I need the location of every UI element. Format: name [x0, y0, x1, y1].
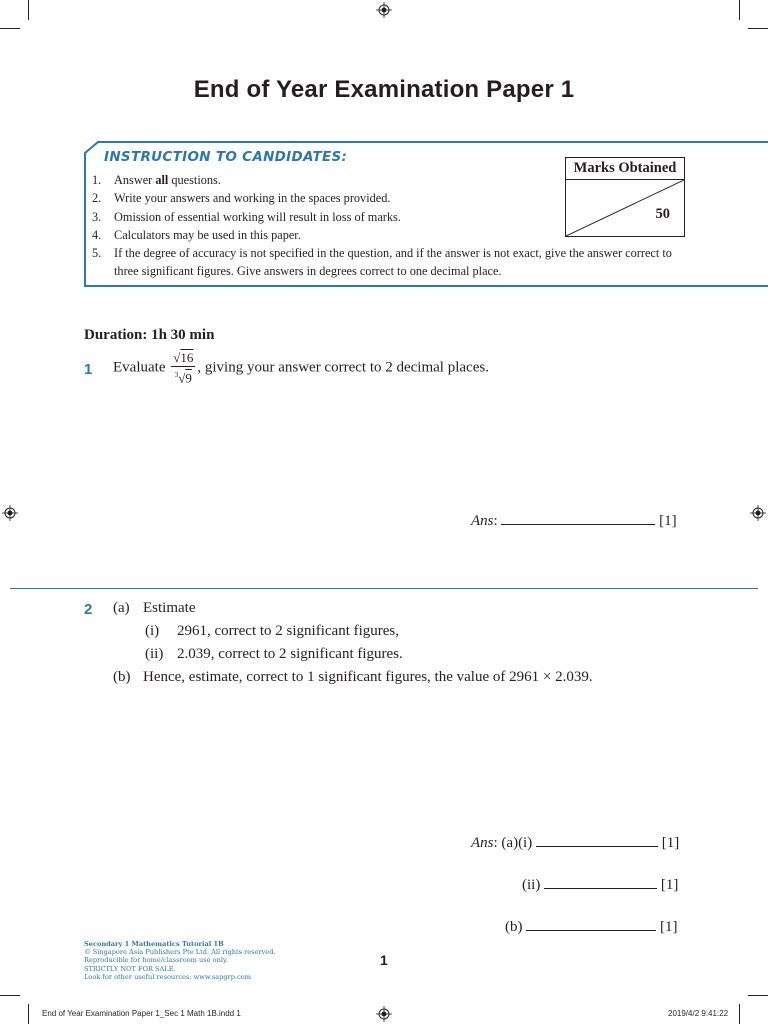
question-2a-text: Estimate	[143, 600, 196, 616]
answer-blank[interactable]	[544, 874, 657, 889]
crop-mark-bottom-right-h	[748, 995, 768, 996]
crop-mark-top-left	[28, 0, 29, 20]
slug-filename: End of Year Examination Paper 1_Sec 1 Math 1B.indd 1	[42, 1009, 241, 1018]
marks-obtained-box	[565, 157, 685, 237]
instruction-item: 1. Answer all questions.	[92, 173, 221, 187]
question-2b-text: Hence, estimate, correct to 1 significant figures, the value of 2961 × 2.039.	[143, 669, 593, 685]
crop-mark-top-right	[739, 0, 740, 20]
instruction-item: 4. Calculators may be used in this paper.	[92, 227, 301, 242]
answer-line: (ii) [1]	[522, 874, 678, 894]
question-2ai-text: 2961, correct to 2 significant figures,	[177, 623, 400, 639]
instruction-item: 5. If the degree of accuracy is not specified in the question, and if the answer is not exact, give the answer correct to three significant figures. Give answers in degrees correct to one decimal place.	[92, 246, 672, 279]
fraction: $\frac{√16}{^3√9}$	[173, 350, 194, 386]
instruction-heading: INSTRUCTION TO CANDIDATES:	[104, 149, 348, 165]
question-2a-label: (a)	[113, 600, 130, 616]
answer-blank[interactable]	[526, 916, 656, 931]
answer-line: Ans: (a)(i) [1]	[471, 832, 679, 852]
publisher-footer: Secondary 1 Mathematics Tutorial 1B © Singapore Asia Publishers Pte Ltd. All rights reserved. Reproducible for home/classroom use only. STRICTLY NOT FOR SALE. Look for other useful resources: www.sapgrp.com	[84, 940, 276, 981]
question-number: 1	[84, 361, 93, 378]
crop-mark-top-right-h	[748, 28, 768, 29]
duration: Duration: 1h 30 min	[84, 327, 215, 343]
answer-line: (b) [1]	[505, 916, 678, 936]
crop-mark-bottom-left-h	[0, 995, 20, 996]
crop-mark-top-left-h	[0, 28, 20, 29]
question-2b-label: (b)	[113, 669, 131, 685]
answer-line: Ans: [1]	[471, 510, 677, 530]
question-2aii-text: 2.039, correct to 2 significant figures.	[177, 646, 403, 662]
crop-mark-bottom-right	[739, 1004, 740, 1024]
page-number: 1	[380, 952, 388, 968]
question-number: 2	[84, 601, 93, 618]
page-title: End of Year Examination Paper 1	[193, 76, 575, 103]
publisher-link[interactable]: Look for other useful resources: www.sapgrp.com	[84, 972, 251, 981]
section-divider	[10, 588, 758, 589]
answer-blank[interactable]	[536, 832, 658, 847]
registration-mark-icon	[2, 505, 18, 521]
marks-obtained-label: Marks Obtained	[566, 158, 684, 180]
answer-blank[interactable]	[501, 510, 655, 525]
question-2ai-label: (i)	[145, 623, 160, 639]
question-2aii-label: (ii)	[145, 646, 164, 662]
instruction-item: 2. Write your answers and working in the spaces provided.	[92, 191, 391, 206]
marks-total: 50	[655, 206, 670, 222]
registration-mark-icon	[376, 1006, 392, 1022]
registration-mark-icon	[376, 2, 392, 18]
registration-mark-icon	[750, 505, 766, 521]
instruction-item: 3. Omission of essential working will result in loss of marks.	[92, 209, 401, 224]
crop-mark-bottom-left	[28, 1004, 29, 1024]
question-1-text: Evaluate $\frac{√16}{^3√9}$ , giving your answer correct to 2 decimal places.	[113, 350, 489, 386]
slug-timestamp: 2019/4/2 9:41:22	[668, 1009, 729, 1018]
